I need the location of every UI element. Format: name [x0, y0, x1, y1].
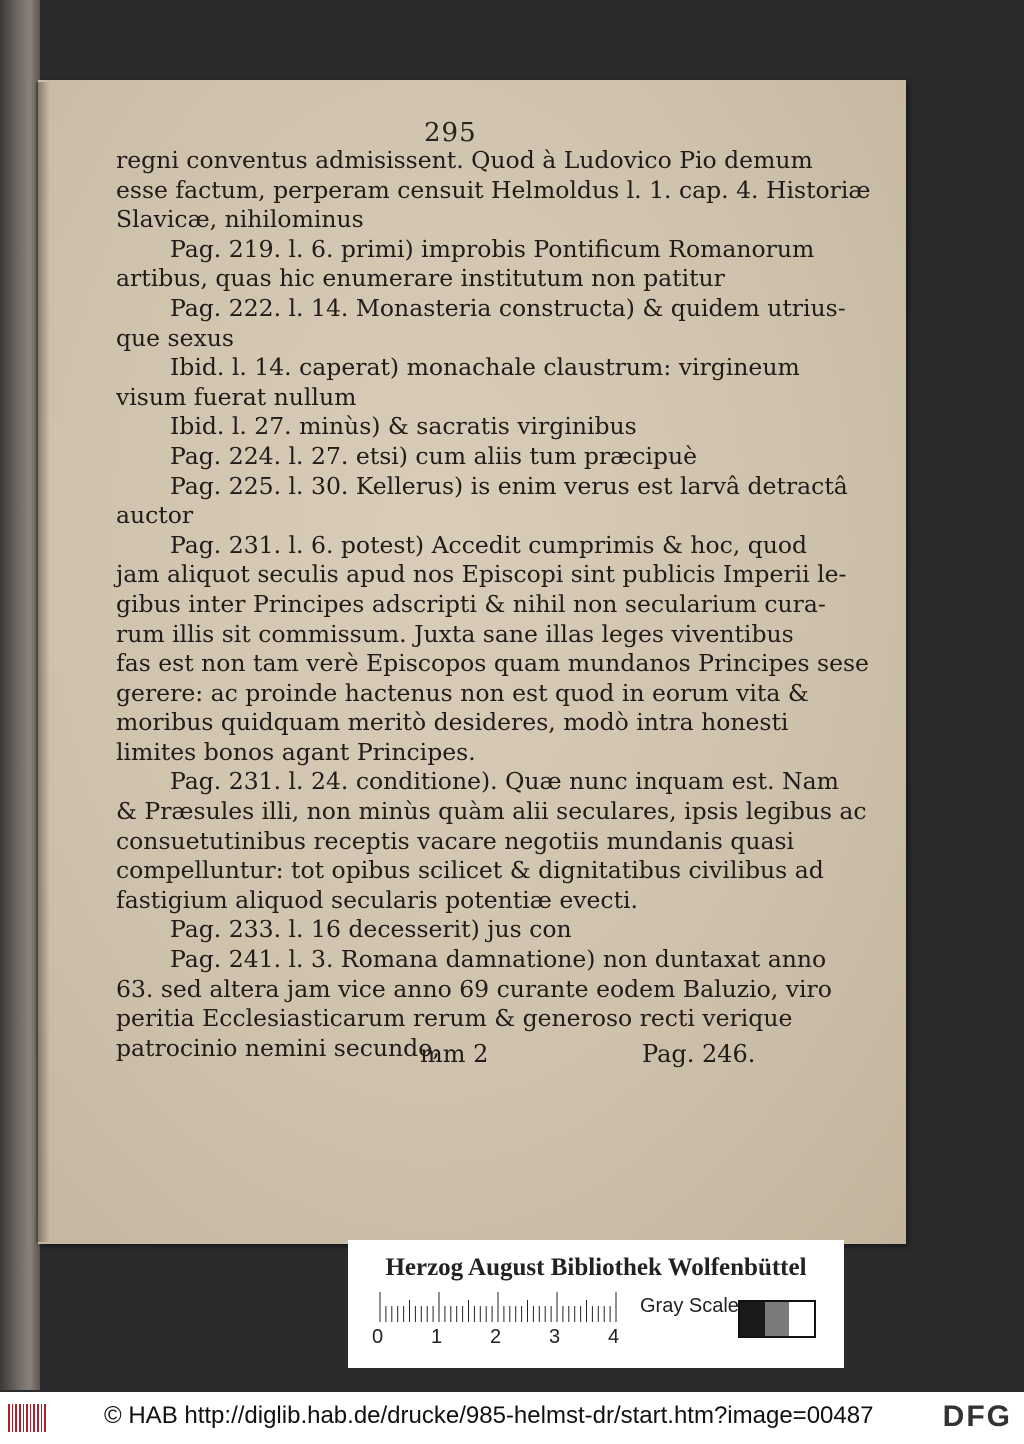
- ruler-scale: [378, 1292, 622, 1322]
- text-line: regni conventus admisissent. Quod à Ludovico Pio demum: [116, 146, 813, 174]
- text-line: Slavicæ, nihilominus: [116, 205, 364, 234]
- text-line: gibus inter Principes adscripti & nihil non secularium cura-: [116, 589, 826, 618]
- text-line: que sexus: [116, 323, 234, 352]
- text-line: Pag. 231. l. 24. conditione). Quæ nunc inquam est. Nam: [170, 767, 839, 796]
- text-line: visum fuerat nullum: [116, 382, 357, 411]
- signature-mark: mm 2: [420, 1040, 489, 1068]
- text-line: & Præsules illi, non minùs quàm alii seculares, ipsis legibus ac: [116, 797, 867, 826]
- text-line: Pag. 219. l. 6. primi) improbis Pontificum Romanorum: [170, 234, 815, 263]
- text-line: artibus, quas hic enumerare institutum non patitur: [116, 264, 725, 293]
- ruler-number: 0: [372, 1326, 384, 1348]
- gray-scale-label: Gray Scale: [640, 1295, 739, 1317]
- text-line: limites bonos agant Principes.: [116, 737, 476, 766]
- ruler-number: 1: [431, 1326, 443, 1348]
- gray-swatch: [740, 1302, 765, 1336]
- gray-swatch: [789, 1302, 814, 1336]
- text-line: consuetutinibus receptis vacare negotiis mundanis quasi: [116, 826, 795, 855]
- text-line: Pag. 222. l. 14. Monasteria constructa) & quidem utrius-: [170, 293, 846, 322]
- spine-shadow: [36, 82, 50, 1242]
- page-text: [116, 146, 871, 1063]
- text-line: jam aliquot seculis apud nos Episcopi sint publicis Imperii le-: [116, 560, 847, 589]
- text-line: fas est non tam verè Episcopos quam mundanos Principes sese: [116, 649, 869, 678]
- barcode-bar: [41, 1404, 42, 1432]
- text-line: peritia Ecclesiasticarum rerum & generoso recti verique: [116, 1004, 793, 1033]
- gray-scale-swatch: [738, 1300, 816, 1338]
- text-line: Pag. 225. l. 30. Kellerus) is enim verus est larvâ detractâ: [170, 471, 848, 500]
- text-line: patrocinio nemini secundo,: [116, 1033, 440, 1062]
- text-line: Ibid. l. 14. caperat) monachale claustrum: virgineum: [170, 353, 800, 382]
- copyright-url[interactable]: © HAB http://diglib.hab.de/drucke/985-helmst-dr/start.htm?image=00487: [104, 1402, 874, 1429]
- text-line: Pag. 224. l. 27. etsi) cum aliis tum præcipuè: [170, 441, 698, 470]
- text-line: fastigium aliquod secularis potentiæ evecti.: [116, 885, 639, 914]
- ruler-number: 3: [549, 1326, 561, 1348]
- library-color-card: [348, 1240, 844, 1368]
- barcode-bar: [19, 1404, 21, 1432]
- book-edge: [0, 0, 40, 1390]
- barcode-bar: [33, 1404, 35, 1432]
- barcode-bar: [12, 1404, 13, 1432]
- barcode-bar: [26, 1404, 28, 1432]
- text-line: Pag. 241. l. 3. Romana damnatione) non duntaxat anno: [170, 945, 827, 974]
- text-line: Pag. 233. l. 16 decesserit) jus con: [170, 915, 572, 944]
- text-line: Pag. 231. l. 6. potest) Accedit cumprimis & hoc, quod: [170, 530, 808, 559]
- gray-swatch: [765, 1302, 790, 1336]
- text-line: rum illis sit commissum. Juxta sane illas leges viventibus: [116, 619, 794, 648]
- text-line: 63. sed altera jam vice anno 69 curante eodem Baluzio, viro: [116, 974, 832, 1003]
- page-number: 295: [424, 118, 477, 148]
- footer-bar: [0, 1392, 1024, 1444]
- barcode-bar: [8, 1404, 10, 1432]
- library-name: Herzog August Bibliothek Wolfenbüttel: [385, 1254, 807, 1281]
- dfg-logo: DFG: [942, 1400, 1012, 1433]
- text-line: auctor: [116, 501, 194, 530]
- ruler-number: 2: [490, 1326, 502, 1348]
- barcode-bar: [15, 1404, 17, 1432]
- barcode-bar: [23, 1404, 24, 1432]
- catchword: Pag. 246.: [642, 1040, 756, 1068]
- text-line: moribus quidquam meritò desideres, modò intra honesti: [116, 708, 789, 737]
- text-line: esse factum, perperam censuit Helmoldus l. 1. cap. 4. Historiæ: [116, 175, 871, 204]
- barcode-bar: [37, 1404, 39, 1432]
- text-line: Ibid. l. 27. minùs) & sacratis virginibus: [170, 412, 637, 441]
- ruler-number: 4: [608, 1326, 620, 1348]
- barcode-bar: [44, 1404, 46, 1432]
- text-line: compelluntur: tot opibus scilicet & dignitatibus civilibus ad: [116, 856, 824, 885]
- text-line: gerere: ac proinde hactenus non est quod in eorum vita &: [116, 678, 809, 707]
- barcode-bar: [30, 1404, 31, 1432]
- ruler-numbers: [372, 1326, 632, 1352]
- hab-barcode-icon: [8, 1404, 48, 1432]
